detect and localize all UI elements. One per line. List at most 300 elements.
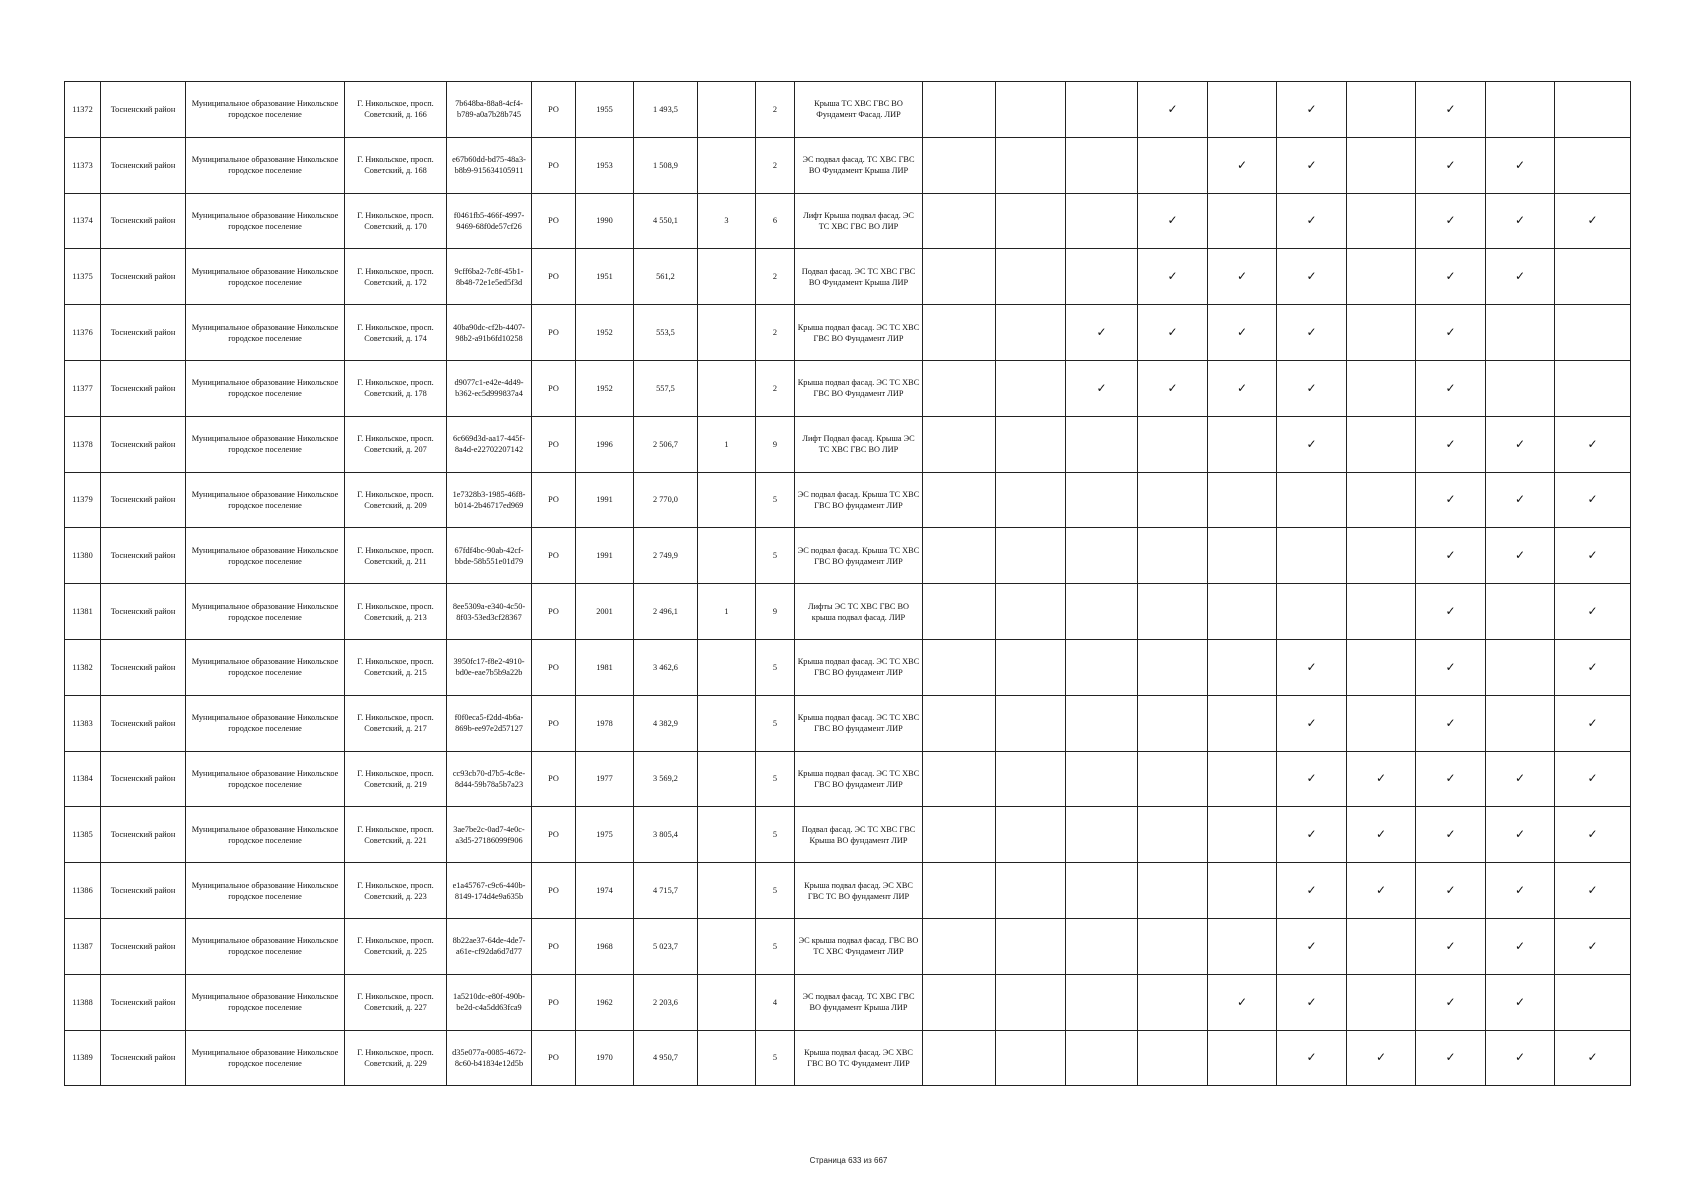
work-types-cell: Крыша подвал фасад. ЭС ТС ХВС ГВС ВО Фундамент ЛИР: [795, 305, 923, 361]
work-mark-cell-1: [923, 974, 996, 1030]
work-mark-cell-10: [1555, 528, 1631, 584]
checkmark-icon: ✓: [1514, 548, 1526, 563]
work-mark-cell-6: [1277, 193, 1347, 249]
floors-cell: 5: [756, 472, 795, 528]
total-area-cell: 3 569,2: [634, 751, 698, 807]
work-mark-cell-7: [1347, 82, 1416, 138]
checkmark-icon: ✓: [1236, 269, 1248, 284]
district-cell: Тосненский район: [101, 974, 186, 1030]
address-cell: Г. Никольское, просп. Советский, д. 221: [345, 807, 447, 863]
work-mark-cell-5: [1208, 528, 1277, 584]
row-number: 11386: [65, 863, 101, 919]
work-mark-cell-3: [1066, 193, 1138, 249]
address-cell: Г. Никольское, просп. Советский, д. 178: [345, 360, 447, 416]
work-mark-cell-8: [1416, 695, 1486, 751]
work-mark-cell-1: [923, 639, 996, 695]
row-number: 11380: [65, 528, 101, 584]
checkmark-icon: ✓: [1096, 325, 1107, 340]
work-mark-cell-8: [1416, 416, 1486, 472]
work-mark-cell-3: [1066, 863, 1138, 919]
work-mark-cell-2: [996, 137, 1066, 193]
municipality-cell: Муниципальное образование Никольское городское поселение: [186, 584, 345, 640]
work-mark-cell-1: [923, 82, 996, 138]
table-row: [65, 472, 1631, 528]
municipality-cell: Муниципальное образование Никольское городское поселение: [186, 751, 345, 807]
floors-cell: 2: [756, 305, 795, 361]
work-mark-cell-7: [1347, 360, 1416, 416]
checkmark-icon: ✓: [1167, 101, 1178, 116]
work-mark-cell-7: [1347, 249, 1416, 305]
table-row: [65, 305, 1631, 361]
work-mark-cell-10: [1555, 807, 1631, 863]
work-mark-cell-6: [1277, 305, 1347, 361]
municipality-cell: Муниципальное образование Никольское городское поселение: [186, 974, 345, 1030]
work-mark-cell-10: [1555, 1030, 1631, 1086]
work-mark-cell-8: [1416, 193, 1486, 249]
work-mark-cell-6: [1277, 528, 1347, 584]
fund-type-cell: РО: [532, 472, 576, 528]
checkmark-icon: ✓: [1306, 269, 1317, 284]
total-area-cell: 4 715,7: [634, 863, 698, 919]
district-cell: Тосненский район: [101, 584, 186, 640]
checkmark-icon: ✓: [1306, 157, 1317, 172]
checkmark-icon: ✓: [1306, 380, 1317, 395]
fund-type-cell: РО: [532, 695, 576, 751]
work-mark-cell-2: [996, 584, 1066, 640]
row-number: 11383: [65, 695, 101, 751]
house-guid-cell: 1e7328b3-1985-46f8-b014-2b46717ed969: [447, 472, 532, 528]
work-mark-cell-5: [1208, 639, 1277, 695]
work-mark-cell-3: [1066, 695, 1138, 751]
municipality-cell: Муниципальное образование Никольское городское поселение: [186, 193, 345, 249]
work-types-cell: Крыша ТС ХВС ГВС ВО Фундамент Фасад. ЛИР: [795, 82, 923, 138]
work-mark-cell-4: [1138, 82, 1208, 138]
lifts-count-cell: [698, 639, 756, 695]
table-row: [65, 863, 1631, 919]
checkmark-icon: ✓: [1236, 325, 1248, 340]
page-number: Страница 633 из 667: [809, 1156, 888, 1165]
work-mark-cell-2: [996, 974, 1066, 1030]
work-mark-cell-4: [1138, 305, 1208, 361]
table-row: [65, 82, 1631, 138]
row-number: 11373: [65, 137, 101, 193]
work-mark-cell-3: [1066, 360, 1138, 416]
house-guid-cell: f0f0eca5-f2dd-4b6a-869b-ee97e2d57127: [447, 695, 532, 751]
address-cell: Г. Никольское, просп. Советский, д. 213: [345, 584, 447, 640]
fund-type-cell: РО: [532, 528, 576, 584]
table-row: [65, 639, 1631, 695]
floors-cell: 5: [756, 1030, 795, 1086]
address-cell: Г. Никольское, просп. Советский, д. 217: [345, 695, 447, 751]
checkmark-icon: ✓: [1587, 771, 1598, 786]
work-mark-cell-8: [1416, 974, 1486, 1030]
work-mark-cell-10: [1555, 137, 1631, 193]
floors-cell: 6: [756, 193, 795, 249]
build-year-cell: 1977: [576, 751, 634, 807]
district-cell: Тосненский район: [101, 918, 186, 974]
work-mark-cell-10: [1555, 249, 1631, 305]
house-guid-cell: d35e077a-0085-4672-8c60-b41834e12d5b: [447, 1030, 532, 1086]
checkmark-icon: ✓: [1587, 1050, 1598, 1065]
total-area-cell: 1 493,5: [634, 82, 698, 138]
checkmark-icon: ✓: [1375, 771, 1387, 786]
checkmark-icon: ✓: [1236, 157, 1248, 172]
work-mark-cell-10: [1555, 751, 1631, 807]
checkmark-icon: ✓: [1587, 604, 1598, 619]
checkmark-icon: ✓: [1306, 659, 1317, 674]
total-area-cell: 4 382,9: [634, 695, 698, 751]
work-mark-cell-3: [1066, 137, 1138, 193]
floors-cell: 9: [756, 584, 795, 640]
work-mark-cell-8: [1416, 528, 1486, 584]
work-mark-cell-8: [1416, 807, 1486, 863]
row-number: 11382: [65, 639, 101, 695]
house-guid-cell: 8b22ae37-64de-4de7-a61e-cf92da6d7d77: [447, 918, 532, 974]
table-row: [65, 528, 1631, 584]
checkmark-icon: ✓: [1587, 548, 1598, 563]
district-cell: Тосненский район: [101, 863, 186, 919]
work-mark-cell-1: [923, 305, 996, 361]
row-number: 11387: [65, 918, 101, 974]
checkmark-icon: ✓: [1514, 883, 1526, 898]
checkmark-icon: ✓: [1306, 771, 1317, 786]
checkmark-icon: ✓: [1236, 994, 1248, 1009]
lifts-count-cell: 3: [698, 193, 756, 249]
lifts-count-cell: [698, 360, 756, 416]
total-area-cell: 3 462,6: [634, 639, 698, 695]
address-cell: Г. Никольское, просп. Советский, д. 219: [345, 751, 447, 807]
work-mark-cell-1: [923, 137, 996, 193]
lifts-count-cell: [698, 863, 756, 919]
lifts-count-cell: 1: [698, 416, 756, 472]
house-guid-cell: cc93cb70-d7b5-4c8e-8d44-59b78a5b7a23: [447, 751, 532, 807]
house-guid-cell: f0461fb5-466f-4997-9469-68f0de57cf26: [447, 193, 532, 249]
work-mark-cell-7: [1347, 751, 1416, 807]
fund-type-cell: РО: [532, 82, 576, 138]
work-mark-cell-10: [1555, 472, 1631, 528]
lifts-count-cell: [698, 82, 756, 138]
work-mark-cell-7: [1347, 416, 1416, 472]
checkmark-icon: ✓: [1445, 659, 1456, 674]
work-mark-cell-3: [1066, 305, 1138, 361]
row-number: 11388: [65, 974, 101, 1030]
work-mark-cell-6: [1277, 472, 1347, 528]
house-guid-cell: 1a5210dc-e80f-490b-be2d-c4a5dd63fca9: [447, 974, 532, 1030]
fund-type-cell: РО: [532, 249, 576, 305]
total-area-cell: 553,5: [634, 305, 698, 361]
checkmark-icon: ✓: [1445, 827, 1456, 842]
lifts-count-cell: [698, 751, 756, 807]
work-mark-cell-10: [1555, 416, 1631, 472]
district-cell: Тосненский район: [101, 137, 186, 193]
address-cell: Г. Никольское, просп. Советский, д. 207: [345, 416, 447, 472]
floors-cell: 2: [756, 137, 795, 193]
address-cell: Г. Никольское, просп. Советский, д. 225: [345, 918, 447, 974]
floors-cell: 5: [756, 863, 795, 919]
work-mark-cell-5: [1208, 249, 1277, 305]
work-mark-cell-5: [1208, 472, 1277, 528]
work-mark-cell-2: [996, 472, 1066, 528]
work-mark-cell-8: [1416, 918, 1486, 974]
address-cell: Г. Никольское, просп. Советский, д. 229: [345, 1030, 447, 1086]
checkmark-icon: ✓: [1445, 883, 1456, 898]
work-mark-cell-4: [1138, 751, 1208, 807]
address-cell: Г. Никольское, просп. Советский, д. 168: [345, 137, 447, 193]
house-guid-cell: 6c669d3d-aa17-445f-8a4d-e22702207142: [447, 416, 532, 472]
work-mark-cell-4: [1138, 695, 1208, 751]
work-mark-cell-5: [1208, 918, 1277, 974]
work-mark-cell-6: [1277, 863, 1347, 919]
work-mark-cell-5: [1208, 305, 1277, 361]
table-row: [65, 751, 1631, 807]
work-mark-cell-5: [1208, 1030, 1277, 1086]
municipality-cell: Муниципальное образование Никольское городское поселение: [186, 639, 345, 695]
lifts-count-cell: [698, 137, 756, 193]
checkmark-icon: ✓: [1514, 938, 1526, 953]
work-mark-cell-10: [1555, 360, 1631, 416]
work-mark-cell-8: [1416, 751, 1486, 807]
work-mark-cell-9: [1486, 639, 1555, 695]
district-cell: Тосненский район: [101, 695, 186, 751]
work-mark-cell-7: [1347, 639, 1416, 695]
work-mark-cell-4: [1138, 584, 1208, 640]
checkmark-icon: ✓: [1306, 938, 1317, 953]
work-mark-cell-3: [1066, 472, 1138, 528]
lifts-count-cell: [698, 918, 756, 974]
checkmark-icon: ✓: [1587, 492, 1598, 507]
build-year-cell: 1953: [576, 137, 634, 193]
build-year-cell: 1952: [576, 305, 634, 361]
checkmark-icon: ✓: [1375, 1050, 1387, 1065]
checkmark-icon: ✓: [1514, 994, 1526, 1009]
build-year-cell: 1981: [576, 639, 634, 695]
work-mark-cell-9: [1486, 584, 1555, 640]
checkmark-icon: ✓: [1514, 827, 1526, 842]
work-mark-cell-7: [1347, 974, 1416, 1030]
work-mark-cell-9: [1486, 807, 1555, 863]
work-mark-cell-9: [1486, 82, 1555, 138]
municipality-cell: Муниципальное образование Никольское городское поселение: [186, 249, 345, 305]
checkmark-icon: ✓: [1096, 380, 1107, 395]
checkmark-icon: ✓: [1514, 771, 1526, 786]
work-mark-cell-10: [1555, 305, 1631, 361]
row-number: 11374: [65, 193, 101, 249]
work-mark-cell-4: [1138, 863, 1208, 919]
fund-type-cell: РО: [532, 863, 576, 919]
work-mark-cell-4: [1138, 416, 1208, 472]
work-types-cell: ЭС подвал фасад. Крыша ТС ХВС ГВС ВО фундамент ЛИР: [795, 528, 923, 584]
district-cell: Тосненский район: [101, 82, 186, 138]
work-mark-cell-5: [1208, 751, 1277, 807]
total-area-cell: 2 203,6: [634, 974, 698, 1030]
work-mark-cell-1: [923, 416, 996, 472]
house-guid-cell: 67fdf4bc-90ab-42cf-bbde-58b551e01d79: [447, 528, 532, 584]
work-mark-cell-9: [1486, 528, 1555, 584]
work-mark-cell-8: [1416, 863, 1486, 919]
work-mark-cell-3: [1066, 82, 1138, 138]
work-mark-cell-6: [1277, 695, 1347, 751]
lifts-count-cell: [698, 528, 756, 584]
checkmark-icon: ✓: [1445, 1050, 1456, 1065]
table-body: [65, 82, 1631, 1086]
work-mark-cell-9: [1486, 305, 1555, 361]
work-mark-cell-8: [1416, 639, 1486, 695]
address-cell: Г. Никольское, просп. Советский, д. 209: [345, 472, 447, 528]
checkmark-icon: ✓: [1167, 213, 1178, 228]
total-area-cell: 1 508,9: [634, 137, 698, 193]
work-mark-cell-5: [1208, 807, 1277, 863]
work-mark-cell-5: [1208, 137, 1277, 193]
work-types-cell: Крыша подвал фасад. ЭС ХВС ГВС ТС ВО фундамент ЛИР: [795, 863, 923, 919]
work-mark-cell-9: [1486, 695, 1555, 751]
work-mark-cell-8: [1416, 360, 1486, 416]
municipality-cell: Муниципальное образование Никольское городское поселение: [186, 807, 345, 863]
work-mark-cell-8: [1416, 137, 1486, 193]
table-row: [65, 584, 1631, 640]
work-mark-cell-2: [996, 1030, 1066, 1086]
municipality-cell: Муниципальное образование Никольское городское поселение: [186, 528, 345, 584]
work-types-cell: Крыша подвал фасад. ЭС ХВС ГВС ВО ТС Фундамент ЛИР: [795, 1030, 923, 1086]
build-year-cell: 1962: [576, 974, 634, 1030]
checkmark-icon: ✓: [1306, 213, 1317, 228]
address-cell: Г. Никольское, просп. Советский, д. 174: [345, 305, 447, 361]
work-mark-cell-2: [996, 416, 1066, 472]
build-year-cell: 1991: [576, 528, 634, 584]
work-mark-cell-7: [1347, 918, 1416, 974]
work-mark-cell-3: [1066, 974, 1138, 1030]
checkmark-icon: ✓: [1236, 380, 1248, 395]
work-mark-cell-6: [1277, 249, 1347, 305]
checkmark-icon: ✓: [1514, 213, 1526, 228]
work-mark-cell-6: [1277, 416, 1347, 472]
work-mark-cell-6: [1277, 918, 1347, 974]
work-mark-cell-7: [1347, 137, 1416, 193]
work-mark-cell-5: [1208, 416, 1277, 472]
work-types-cell: ЭС подвал фасад. ТС ХВС ГВС ВО Фундамент Крыша ЛИР: [795, 137, 923, 193]
work-mark-cell-3: [1066, 1030, 1138, 1086]
table-row: [65, 695, 1631, 751]
table-row: [65, 807, 1631, 863]
house-guid-cell: e1a45767-c9c6-440b-8149-174d4e9a635b: [447, 863, 532, 919]
floors-cell: 2: [756, 249, 795, 305]
address-cell: Г. Никольское, просп. Советский, д. 211: [345, 528, 447, 584]
checkmark-icon: ✓: [1445, 548, 1456, 563]
row-number: 11377: [65, 360, 101, 416]
floors-cell: 5: [756, 751, 795, 807]
house-guid-cell: d9077c1-e42e-4d49-b362-ec5d999837a4: [447, 360, 532, 416]
municipality-cell: Муниципальное образование Никольское городское поселение: [186, 695, 345, 751]
work-mark-cell-1: [923, 472, 996, 528]
work-mark-cell-7: [1347, 807, 1416, 863]
checkmark-icon: ✓: [1445, 269, 1456, 284]
address-cell: Г. Никольское, просп. Советский, д. 166: [345, 82, 447, 138]
work-types-cell: ЭС подвал фасад. ТС ХВС ГВС ВО фундамент Крыша ЛИР: [795, 974, 923, 1030]
work-mark-cell-6: [1277, 974, 1347, 1030]
build-year-cell: 1970: [576, 1030, 634, 1086]
work-mark-cell-4: [1138, 360, 1208, 416]
work-types-cell: Лифт Крыша подвал фасад. ЭС ТС ХВС ГВС ВО ЛИР: [795, 193, 923, 249]
municipality-cell: Муниципальное образование Никольское городское поселение: [186, 416, 345, 472]
work-mark-cell-10: [1555, 639, 1631, 695]
work-mark-cell-3: [1066, 639, 1138, 695]
checkmark-icon: ✓: [1587, 827, 1598, 842]
work-mark-cell-7: [1347, 528, 1416, 584]
district-cell: Тосненский район: [101, 193, 186, 249]
work-mark-cell-9: [1486, 193, 1555, 249]
district-cell: Тосненский район: [101, 416, 186, 472]
checkmark-icon: ✓: [1167, 380, 1178, 395]
work-mark-cell-5: [1208, 974, 1277, 1030]
build-year-cell: 1991: [576, 472, 634, 528]
total-area-cell: 3 805,4: [634, 807, 698, 863]
build-year-cell: 1990: [576, 193, 634, 249]
work-types-cell: Крыша подвал фасад. ЭС ТС ХВС ГВС ВО фундамент ЛИР: [795, 639, 923, 695]
municipality-cell: Муниципальное образование Никольское городское поселение: [186, 82, 345, 138]
work-mark-cell-4: [1138, 472, 1208, 528]
checkmark-icon: ✓: [1375, 883, 1387, 898]
row-number: 11385: [65, 807, 101, 863]
district-cell: Тосненский район: [101, 751, 186, 807]
lifts-count-cell: [698, 974, 756, 1030]
district-cell: Тосненский район: [101, 249, 186, 305]
house-guid-cell: 3ae7be2c-0ad7-4e0c-a3d5-27186099f906: [447, 807, 532, 863]
work-types-cell: ЭС подвал фасад. Крыша ТС ХВС ГВС ВО фундамент ЛИР: [795, 472, 923, 528]
lifts-count-cell: 1: [698, 584, 756, 640]
work-mark-cell-3: [1066, 584, 1138, 640]
work-mark-cell-1: [923, 584, 996, 640]
work-mark-cell-10: [1555, 918, 1631, 974]
checkmark-icon: ✓: [1445, 213, 1456, 228]
checkmark-icon: ✓: [1587, 938, 1598, 953]
lifts-count-cell: [698, 695, 756, 751]
work-mark-cell-2: [996, 360, 1066, 416]
fund-type-cell: РО: [532, 305, 576, 361]
build-year-cell: 1952: [576, 360, 634, 416]
work-mark-cell-4: [1138, 639, 1208, 695]
fund-type-cell: РО: [532, 807, 576, 863]
checkmark-icon: ✓: [1167, 269, 1178, 284]
floors-cell: 2: [756, 82, 795, 138]
build-year-cell: 1975: [576, 807, 634, 863]
work-mark-cell-5: [1208, 82, 1277, 138]
work-types-cell: ЭС крыша подвал фасад. ГВС ВО ТС ХВС Фундамент ЛИР: [795, 918, 923, 974]
work-mark-cell-6: [1277, 639, 1347, 695]
checkmark-icon: ✓: [1306, 827, 1317, 842]
row-number: 11379: [65, 472, 101, 528]
work-mark-cell-10: [1555, 82, 1631, 138]
house-guid-cell: 8ee5309a-e340-4c50-8f03-53ed3cf28367: [447, 584, 532, 640]
total-area-cell: 561,2: [634, 249, 698, 305]
district-cell: Тосненский район: [101, 528, 186, 584]
municipality-cell: Муниципальное образование Никольское городское поселение: [186, 305, 345, 361]
work-mark-cell-10: [1555, 974, 1631, 1030]
floors-cell: 2: [756, 360, 795, 416]
work-mark-cell-9: [1486, 360, 1555, 416]
fund-type-cell: РО: [532, 974, 576, 1030]
build-year-cell: 1996: [576, 416, 634, 472]
fund-type-cell: РО: [532, 1030, 576, 1086]
district-cell: Тосненский район: [101, 807, 186, 863]
lifts-count-cell: [698, 472, 756, 528]
work-mark-cell-8: [1416, 584, 1486, 640]
work-mark-cell-6: [1277, 1030, 1347, 1086]
work-types-cell: Лифт Подвал фасад. Крыша ЭС ТС ХВС ГВС ВО ЛИР: [795, 416, 923, 472]
work-mark-cell-2: [996, 305, 1066, 361]
address-cell: Г. Никольское, просп. Советский, д. 227: [345, 974, 447, 1030]
fund-type-cell: РО: [532, 639, 576, 695]
work-mark-cell-5: [1208, 193, 1277, 249]
total-area-cell: 2 496,1: [634, 584, 698, 640]
